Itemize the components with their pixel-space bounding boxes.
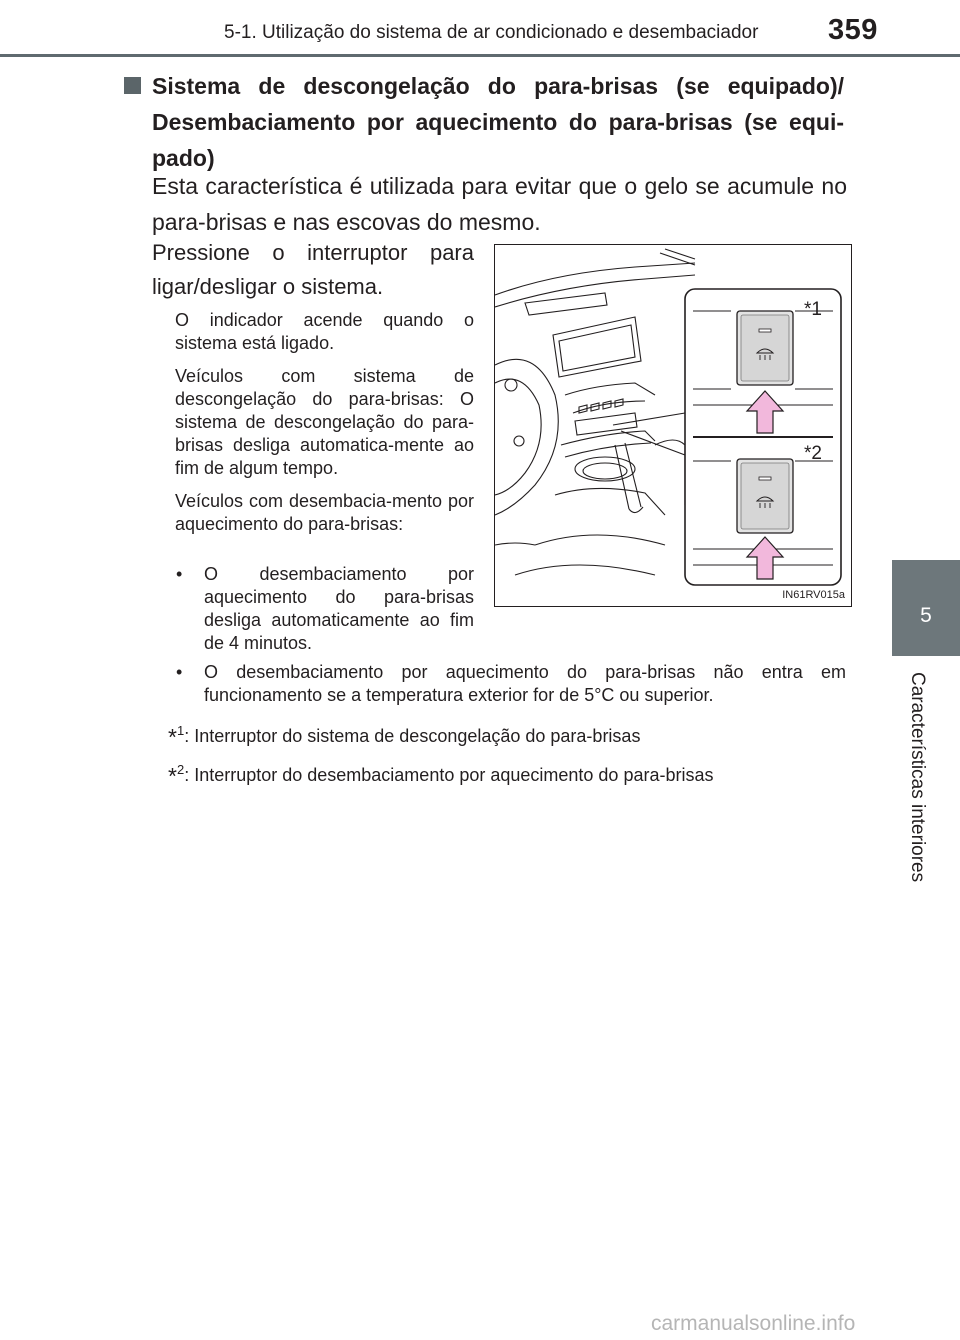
figure-code: IN61RV015a <box>782 589 845 601</box>
callout-2-label: *2 <box>804 443 822 464</box>
arrow-icon <box>745 535 785 581</box>
footnote-text: : Interruptor do sistema de descongelação do para-brisas <box>184 726 641 746</box>
intro-text: Esta característica é utilizada para evitar que o gelo se acumule no para-brisas e nas escovas do mesmo. <box>152 173 847 235</box>
section-title <box>124 68 844 176</box>
arrow-1-shape <box>747 391 783 433</box>
side-tab-number: 5 <box>920 604 932 627</box>
footnote-2 <box>168 758 713 788</box>
note-deicer-intro: Veículos com desembacia-mento por aquecimento do para-brisas: <box>175 491 474 534</box>
side-tab <box>892 560 960 656</box>
side-tab-label: Características interiores <box>907 672 928 883</box>
bullet-dot: • <box>176 662 183 682</box>
bullet-item-1 <box>176 563 474 655</box>
bullet-text: O desembaciamento por aquecimento do para-brisas não entra em funcionamento se a temperatura exterior for de 5°C ou superior. <box>204 662 846 705</box>
arrow-2-shape <box>747 537 783 579</box>
arrow-icon <box>745 389 785 435</box>
footnote-1 <box>168 719 640 749</box>
footnote-star: * <box>168 763 177 789</box>
dashboard-figure <box>494 244 852 607</box>
footnote-text: : Interruptor do desembaciamento por aquecimento do para-brisas <box>184 765 714 785</box>
page-number: 359 <box>828 14 878 46</box>
note-indicator: O indicador acende quando o sistema está ligado. <box>175 310 474 353</box>
header-title: 5-1. Utilização do sistema de ar condicionado e desembaciador <box>224 22 759 43</box>
section-title-text: Sistema de descongelação do para-brisas (se equipado)/ Desembaciamento por aquecimento do para-brisas (se equi-pado) <box>152 73 844 171</box>
footnote-star: * <box>168 724 177 750</box>
instruction-text: Pressione o interruptor para ligar/desligar o sistema. <box>152 240 474 299</box>
bullet-dot: • <box>176 564 183 584</box>
callout-1-label: *1 <box>804 299 822 320</box>
header-rule <box>0 54 960 57</box>
watermark: carmanualsonline.info <box>651 1312 856 1335</box>
footnote-mark: 1 <box>176 723 185 738</box>
dashboard-illustration <box>495 245 851 606</box>
bullet-item-2 <box>176 661 846 707</box>
note-defrost: Veículos com sistema de descongelação do para-brisas: O sistema de descongelação do para-brisas desliga automatica-mente ao fim de algum tempo. <box>175 366 474 478</box>
footnote-mark: 2 <box>176 762 185 777</box>
bullet-text: O desembaciamento por aquecimento do para-brisas desliga automaticamente ao fim de 4 minutos. <box>204 564 474 653</box>
section-marker-icon <box>124 77 141 94</box>
